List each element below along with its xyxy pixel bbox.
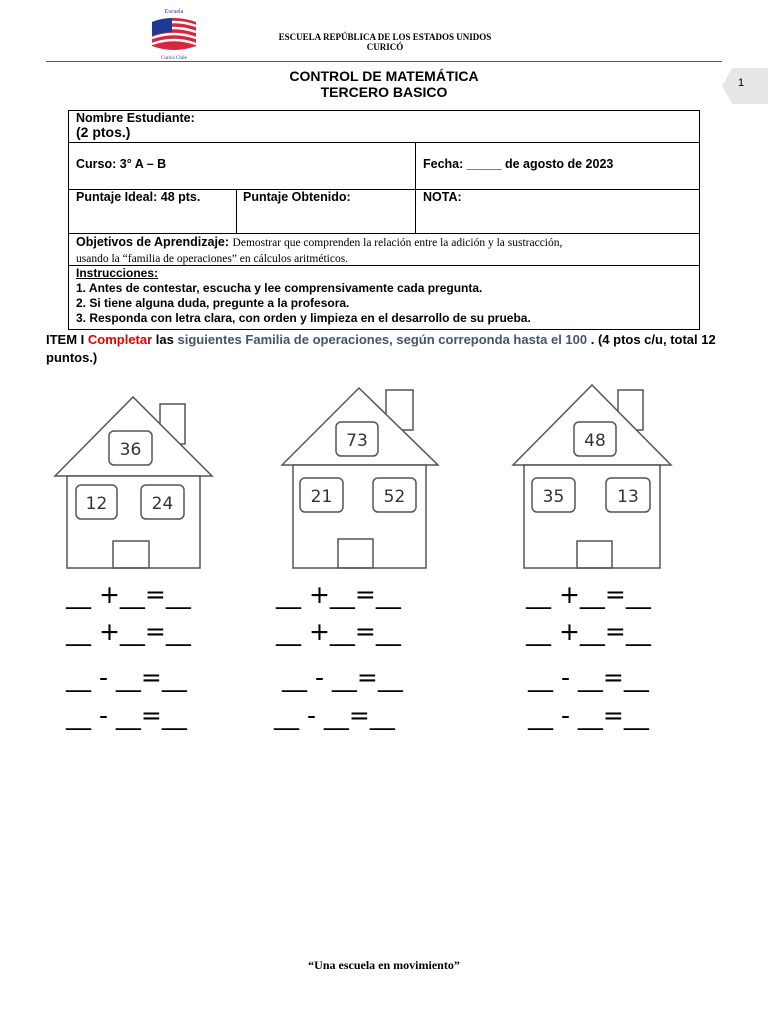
house-3 xyxy=(513,385,671,568)
house-3-left-number: 35 xyxy=(542,487,565,507)
objectives-text-2: usando la “familia de operaciones” en cálculos aritméticos. xyxy=(76,253,349,265)
item-prefix: ITEM I xyxy=(46,332,88,347)
operation-addition-2[interactable]: __ +__=__ xyxy=(526,617,651,646)
operation-subtraction-1[interactable]: __ - __=__ xyxy=(282,663,403,692)
operation-addition-1[interactable]: __ +__=__ xyxy=(66,580,191,609)
objectives-label: Objetivos de Aprendizaje: xyxy=(76,235,230,249)
footer-motto: “Una escuela en movimiento” xyxy=(308,958,460,972)
page-title: CONTROL DE MATEMÁTICA xyxy=(289,68,479,84)
house-1-left-number: 12 xyxy=(85,494,108,514)
student-name-label: Nombre Estudiante: xyxy=(76,111,195,125)
operations-grid xyxy=(0,578,768,738)
svg-text:Curicó Chile: Curicó Chile xyxy=(161,56,187,61)
grade-field: NOTA: xyxy=(423,190,462,204)
instructions-label: Instrucciones: xyxy=(76,266,159,280)
houses-figure xyxy=(0,384,768,584)
school-city: CURICÓ xyxy=(366,42,404,52)
house-2 xyxy=(282,388,438,568)
page-subtitle: TERCERO BASICO xyxy=(320,84,448,100)
obtained-score: Puntaje Obtenido: xyxy=(243,190,351,204)
item-las: las xyxy=(152,332,178,347)
house-2-right-number: 52 xyxy=(383,487,406,507)
course-field: Curso: 3° A – B xyxy=(76,157,167,171)
instruction-item: 2. Si tiene alguna duda, pregunte a la profesora. xyxy=(76,296,350,310)
item-instruction xyxy=(46,331,726,367)
house-1 xyxy=(55,397,212,568)
operation-subtraction-1[interactable]: __ - __=__ xyxy=(66,663,187,692)
house-3-roof-number: 48 xyxy=(584,431,606,451)
header-divider xyxy=(46,61,722,62)
house-2-left-number: 21 xyxy=(310,487,333,507)
operation-addition-1[interactable]: __ +__=__ xyxy=(276,580,401,609)
house-2-roof-number: 73 xyxy=(346,431,368,451)
instruction-item: 1. Antes de contestar, escucha y lee comprensivamente cada pregunta. xyxy=(76,281,483,295)
operation-addition-2[interactable]: __ +__=__ xyxy=(276,617,401,646)
ideal-score: Puntaje Ideal: 48 pts. xyxy=(76,190,201,204)
operation-addition-2[interactable]: __ +__=__ xyxy=(66,617,191,646)
instruction-item: 3. Responda con letra clara, con orden y limpieza en el desarrollo de su prueba. xyxy=(76,311,531,325)
instructions xyxy=(76,266,696,326)
info-table xyxy=(68,110,700,330)
school-name-line1: ESCUELA REPÚBLICA DE LOS ESTADOS UNIDOS xyxy=(278,32,492,42)
svg-text:Escuela: Escuela xyxy=(164,9,184,15)
school-flag-logo-icon xyxy=(146,4,202,62)
house-3-right-number: 13 xyxy=(617,487,639,507)
item-keyword: Completar xyxy=(87,332,153,347)
page-number: 1 xyxy=(738,77,745,89)
page-number-tab xyxy=(722,68,768,104)
item-suffix: . (4 ptos c/u, total 12 puntos.) xyxy=(46,332,716,365)
objectives xyxy=(76,235,696,267)
house-1-roof-number: 36 xyxy=(119,440,142,460)
school-name xyxy=(240,32,530,52)
objectives-text-1: Demostrar que comprenden la relación entre la adición y la sustracción, xyxy=(232,237,563,249)
item-blue-text: siguientes Familia de operaciones, según correponda hasta el 100 xyxy=(177,332,588,347)
operation-subtraction-2[interactable]: __ - __=__ xyxy=(528,701,649,730)
operation-addition-1[interactable]: __ +__=__ xyxy=(526,580,651,609)
house-1-right-number: 24 xyxy=(151,494,174,514)
operation-subtraction-1[interactable]: __ - __=__ xyxy=(528,663,649,692)
student-points: (2 ptos.) xyxy=(76,124,131,140)
operation-subtraction-2[interactable]: __ - __=__ xyxy=(66,701,187,730)
date-field: Fecha: _____ de agosto de 2023 xyxy=(423,157,614,171)
operation-subtraction-2[interactable]: __ - __=__ xyxy=(274,701,395,730)
